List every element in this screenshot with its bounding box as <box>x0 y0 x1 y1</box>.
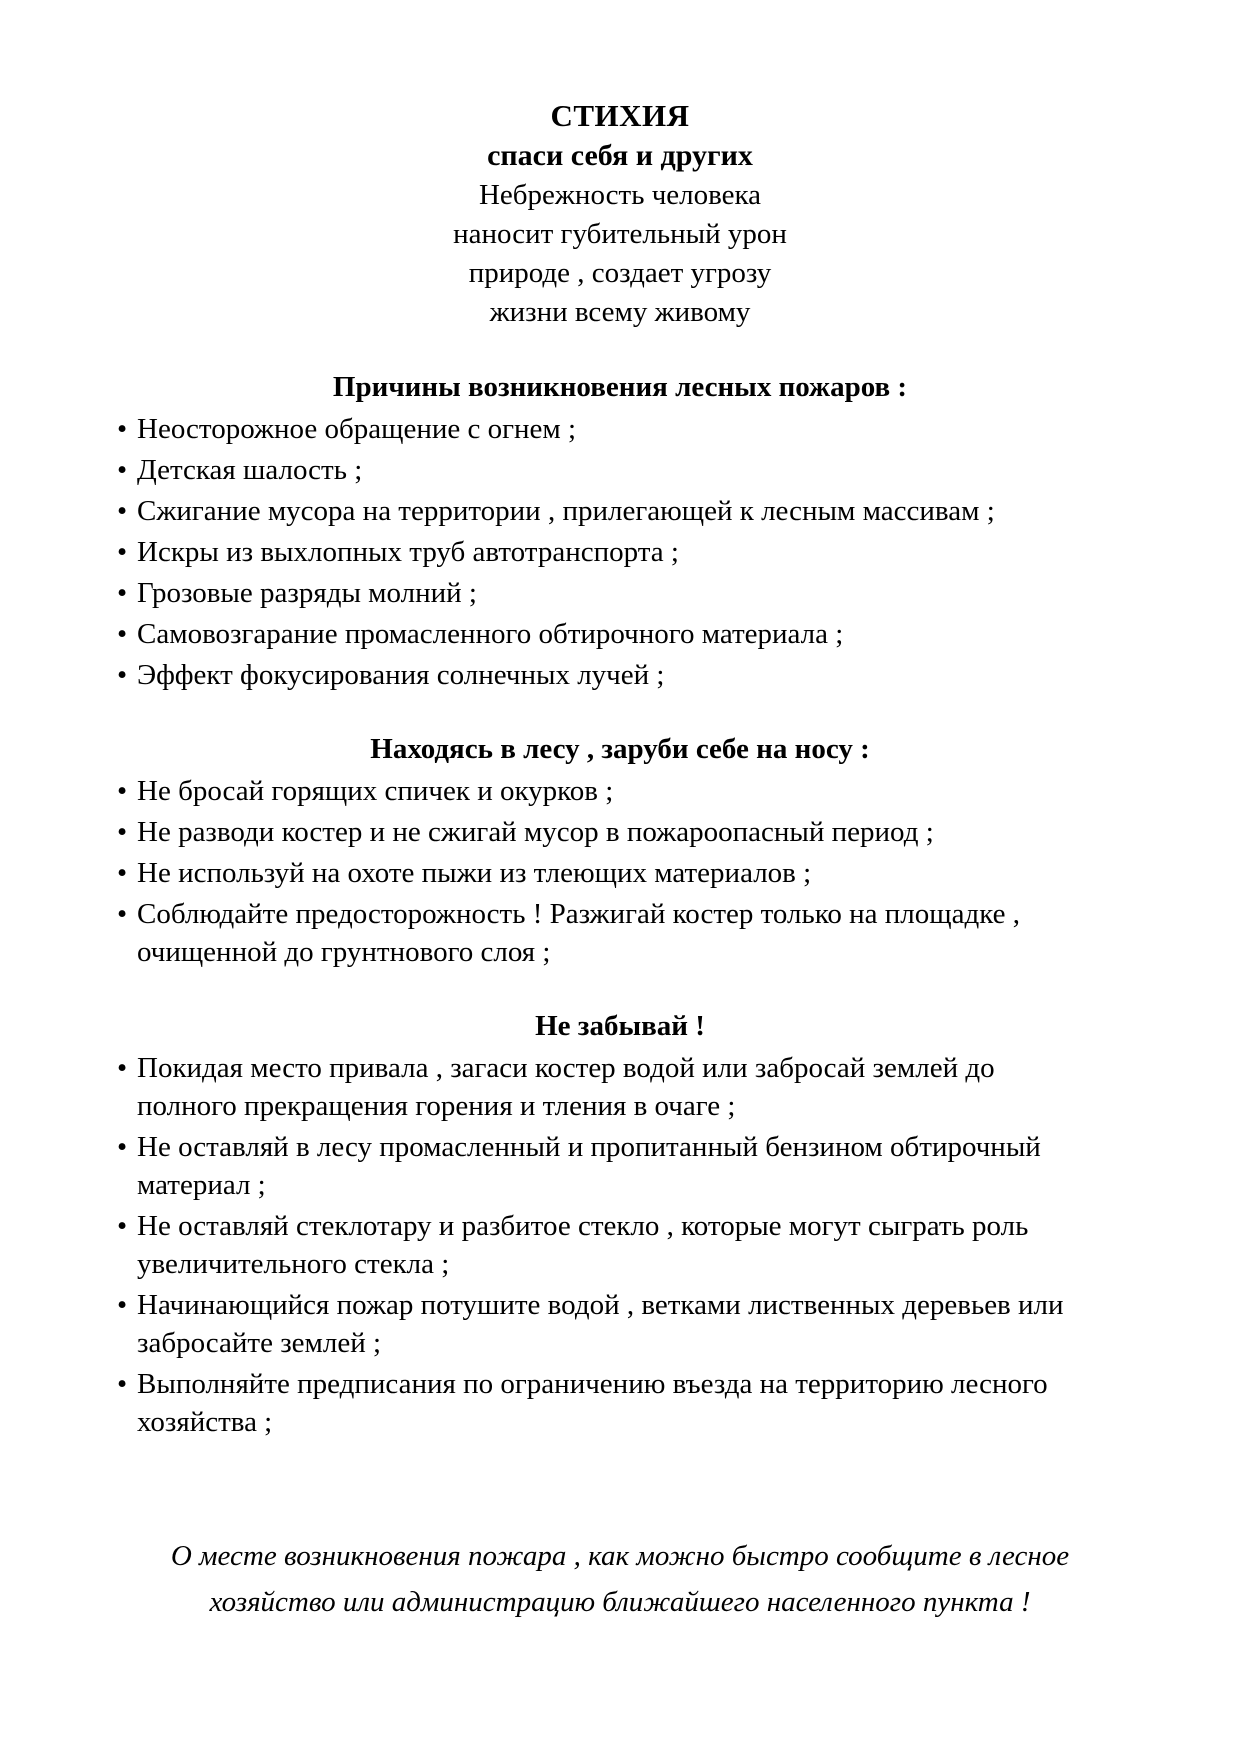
section-heading: Не забывай ! <box>535 1010 705 1042</box>
section-heading: Причины возникновения лесных пожаров : <box>332 371 908 403</box>
list-item-text: Не оставляй в лесу промасленный и пропитанный бензином обтирочный материал ; <box>137 1131 1041 1201</box>
bullet-icon: • <box>117 816 128 848</box>
section-forest-rules <box>100 730 1140 971</box>
bullet-icon: • <box>117 618 128 650</box>
bullet-list <box>100 410 1140 694</box>
section-heading: Находясь в лесу , заруби себе на носу : <box>370 733 870 765</box>
list-item-text: Искры из выхлопных труб автотранспорта ; <box>137 536 679 568</box>
footer-note: О месте возникновения пожара , как можно быстро сообщите в лесное хозяйство или администрацию ближайшего населенного пункта ! <box>170 1540 1070 1618</box>
bullet-list <box>100 772 1140 971</box>
bullet-list <box>100 1049 1140 1441</box>
list-item-text: Грозовые разряды молний ; <box>137 577 477 609</box>
bullet-icon: • <box>117 1368 128 1400</box>
list-item-text: Покидая место привала , загаси костер водой или забросай землей до полного прекращения горения и тления в очаге ; <box>137 1052 995 1122</box>
list-item-text: Сжигание мусора на территории , прилегающей к лесным массивам ; <box>137 495 995 527</box>
list-item <box>100 854 1140 892</box>
bullet-icon: • <box>117 898 128 930</box>
intro-line: Небрежность человека <box>478 179 762 211</box>
list-item <box>100 1049 1140 1125</box>
list-item <box>100 1207 1140 1283</box>
list-item <box>100 772 1140 810</box>
list-item-text: Не используй на охоте пыжи из тлеющих материалов ; <box>137 857 812 889</box>
intro-line: природе , создает угрозу <box>468 257 772 289</box>
bullet-icon: • <box>117 1052 128 1084</box>
list-item-text: Неосторожное обращение с огнем ; <box>137 413 577 445</box>
intro-line: наносит губительный урон <box>453 218 787 250</box>
document-header <box>100 96 1140 332</box>
bullet-icon: • <box>117 1131 128 1163</box>
bullet-icon: • <box>117 536 128 568</box>
list-item <box>100 895 1140 971</box>
list-item <box>100 410 1140 448</box>
list-item <box>100 1365 1140 1441</box>
list-item <box>100 656 1140 694</box>
bullet-icon: • <box>117 1289 128 1321</box>
list-item-text: Не оставляй стеклотару и разбитое стекло , которые могут сыграть роль увеличительного стекла ; <box>137 1210 1029 1280</box>
list-item-text: Детская шалость ; <box>137 454 363 486</box>
section-fire-causes <box>100 368 1140 694</box>
list-item <box>100 1286 1140 1362</box>
bullet-icon: • <box>117 413 128 445</box>
list-item <box>100 533 1140 571</box>
list-item <box>100 451 1140 489</box>
list-item-text: Эффект фокусирования солнечных лучей ; <box>137 659 665 691</box>
list-item <box>100 492 1140 530</box>
bullet-icon: • <box>117 857 128 889</box>
list-item-text: Самовозгарание промасленного обтирочного материала ; <box>137 618 844 650</box>
bullet-icon: • <box>117 577 128 609</box>
document-title: СТИХИЯ <box>550 98 690 133</box>
list-item-text: Начинающийся пожар потушите водой , ветками лиственных деревьев или забросайте землей ; <box>137 1289 1064 1359</box>
bullet-icon: • <box>117 1210 128 1242</box>
document-subtitle: спаси себя и других <box>487 139 753 172</box>
list-item <box>100 1128 1140 1204</box>
list-item <box>100 813 1140 851</box>
list-item <box>100 615 1140 653</box>
list-item-text: Не бросай горящих спичек и окурков ; <box>137 775 614 807</box>
intro-line: жизни всему живому <box>489 296 751 328</box>
section-dont-forget <box>100 1007 1140 1441</box>
list-item <box>100 574 1140 612</box>
bullet-icon: • <box>117 659 128 691</box>
list-item-text: Не разводи костер и не сжигай мусор в пожароопасный период ; <box>137 816 934 848</box>
bullet-icon: • <box>117 454 128 486</box>
bullet-icon: • <box>117 775 128 807</box>
bullet-icon: • <box>117 495 128 527</box>
list-item-text: Выполняйте предписания по ограничению въезда на территорию лесного хозяйства ; <box>137 1368 1048 1438</box>
list-item-text: Соблюдайте предосторожность ! Разжигай костер только на площадке , очищенной до грунтнового слоя ; <box>137 898 1020 968</box>
